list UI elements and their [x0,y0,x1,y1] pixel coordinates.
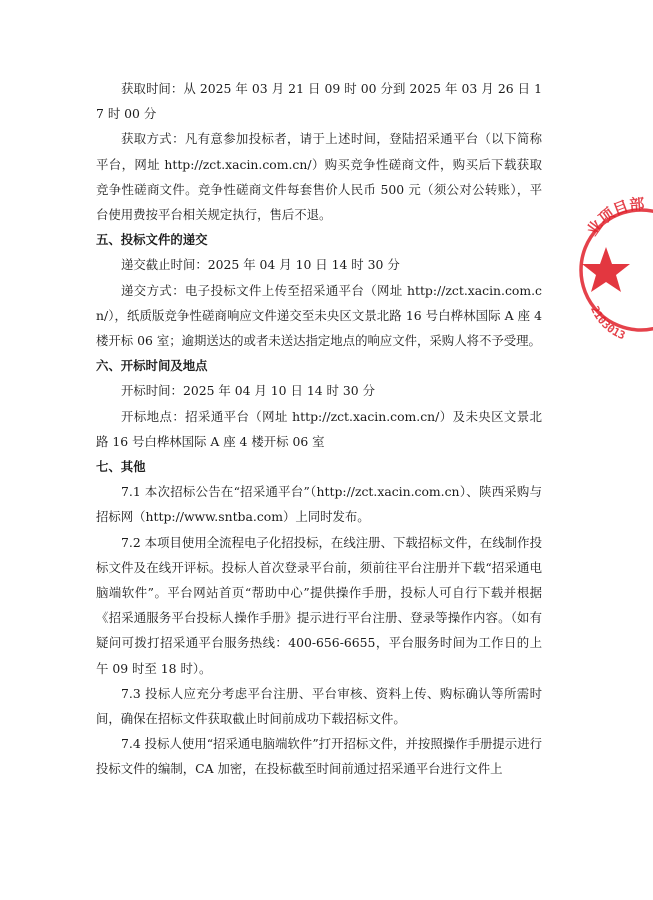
svg-text:2103013: 2103013 [587,304,628,343]
paragraph: 7.4 投标人使用“招采通电脑端软件”打开招标文件，并按照操作手册提示进行投标文件的编制，CA 加密，在投标截至时间前通过招采通平台进行文件上 [96,736,542,777]
section-heading: 六、开标时间及地点 [96,358,208,374]
paragraph: 获取时间：从 2025 年 03 月 21 日 09 时 00 分到 2025 年 03 月 26 日 17 时 00 分 [96,81,542,122]
paragraph: 7.1 本次招标公告在“招采通平台”（http://zct.xacin.com.cn）、陕西采购与招标网（http://www.sntba.com）上同时发布。 [96,484,542,525]
paragraph: 7.2 本项目使用全流程电子化招投标，在线注册、下载招标文件，在线制作投标文件及在线开评标。投标人首次登录平台前，须前往平台注册并下载“招采通电脑端软件”。平台网站首页“帮助中心”提供操作手册，投标人可自行下载并根据《招采通服务平台投标人操作手册》提示进行平台注册、登录等操作内容。（如有疑问可拨打招采通平台服务热线：400-656-6655，平台服务时间为工作日的上午 09 时至 18 时）。 [96,534,542,676]
svg-text:业项目部: 业项目部 [583,194,645,240]
paragraph: 递交截止时间：2025 年 04 月 10 日 14 时 30 分 [121,257,400,273]
paragraph: 获取方式：凡有意参加投标者，请于上述时间，登陆招采通平台（以下简称平台，网址 http://zct.xacin.com.cn/）购买竞争性磋商文件，购买后下载获取竞争性磋商文件。竞争性磋商文件每套售价人民币 500 元（须公对公转账），平台使用费按平台相关规定执行，售后不退。 [96,131,542,223]
document-body [96,76,542,782]
paragraph: 7.3 投标人应充分考虑平台注册、平台审核、资料上传、购标确认等所需时间，确保在招标文件获取截止时间前成功下载招标文件。 [96,685,542,727]
paragraph: 开标时间：2025 年 04 月 10 日 14 时 30 分 [121,383,375,399]
star-icon [582,247,630,292]
section-heading: 七、其他 [96,459,146,475]
paragraph: 开标地点：招采通平台（网址 http://zct.xacin.com.cn/）及未央区文景北路 16 号白桦林国际 A 座 4 楼开标 06 室 [96,408,542,449]
section-heading: 五、投标文件的递交 [96,232,208,248]
company-seal-stamp [583,185,653,343]
paragraph: 递交方式：电子投标文件上传至招采通平台（网址 http://zct.xacin.com.cn/），纸质版竞争性磋商响应文件递交至未央区文景北路 16 号白桦林国际 A 座 4 楼开标 06 室；逾期送达的或者未送达指定地点的响应文件，采购人将不予受理。 [96,282,542,349]
